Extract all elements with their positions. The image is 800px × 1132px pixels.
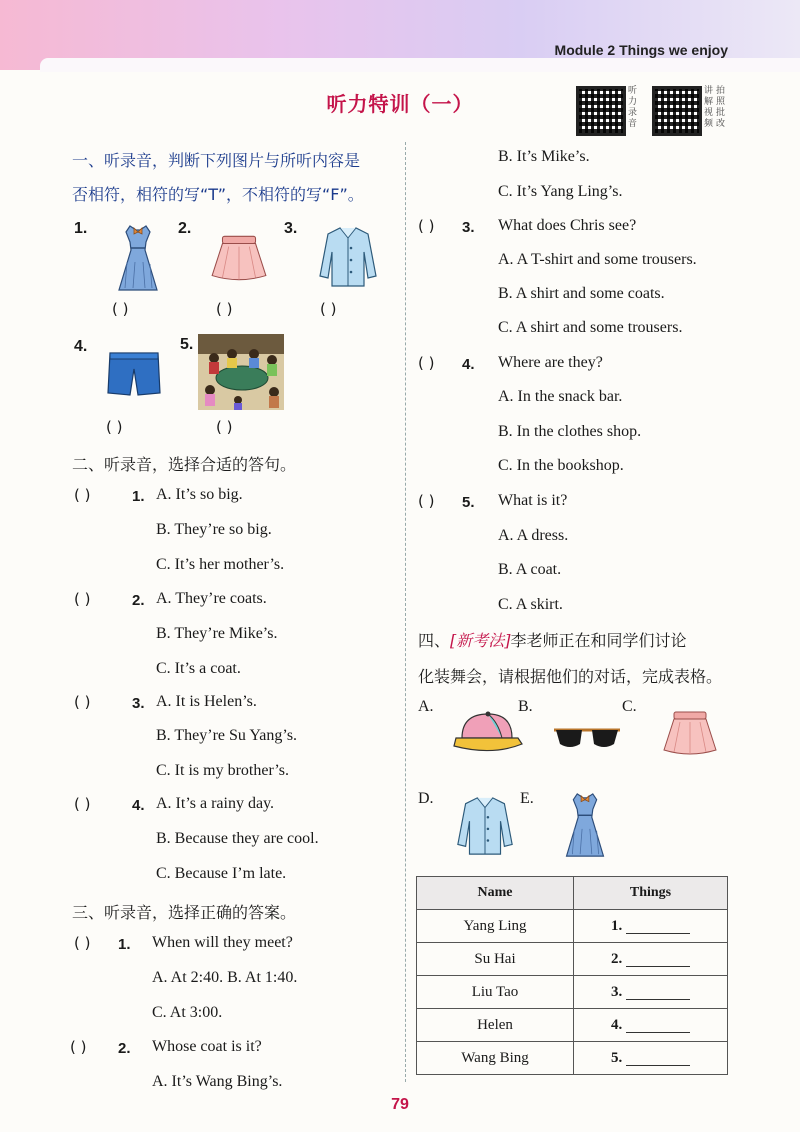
option-c: C. A shirt and some trousers. — [498, 319, 683, 336]
page-title: 听力特训（一） — [326, 92, 474, 116]
name-cell: Liu Tao — [417, 976, 574, 1009]
name-cell: Helen — [417, 1009, 574, 1042]
question-text: What does Chris see? — [498, 217, 637, 234]
option-a: A. It’s so big. — [156, 486, 243, 503]
answer-blank[interactable]: ( ) — [74, 693, 91, 711]
table-row — [417, 1009, 728, 1042]
dress-icon — [560, 790, 610, 860]
option-a: A. They’re coats. — [156, 590, 267, 607]
picture-number: 4. — [74, 338, 88, 355]
answer-line[interactable] — [626, 1051, 690, 1066]
section1-heading-line1: 一、听录音，判断下列图片与所听内容是 — [72, 151, 361, 170]
option-b: B. Because they are cool. — [156, 830, 319, 847]
question-number: 2. — [132, 592, 145, 609]
question-number: 1. — [118, 936, 131, 953]
option-c: C. It’s Yang Ling’s. — [498, 183, 623, 200]
option-b: B. It’s Mike’s. — [498, 148, 590, 165]
col-header-name: Name — [417, 877, 574, 910]
answer-blank[interactable]: ( ) — [106, 418, 123, 436]
answer-blank[interactable]: ( ) — [216, 418, 233, 436]
question-text: When will they meet? — [152, 934, 293, 951]
question-number: 1. — [132, 488, 145, 505]
header-fold — [40, 58, 800, 72]
question-number: 5. — [462, 494, 475, 511]
section4-heading-line1: 四、[新考法]李老师正在和同学们讨论 — [418, 631, 687, 650]
qr-code-video-icon[interactable] — [652, 86, 702, 136]
shirt-icon — [452, 794, 518, 858]
name-cell: Yang Ling — [417, 910, 574, 943]
option-ab: A. At 2:40. B. At 1:40. — [152, 969, 298, 986]
answer-blank[interactable]: ( ) — [216, 300, 233, 318]
table-row — [417, 910, 728, 943]
question-number: 4. — [462, 356, 475, 373]
shirt-icon — [314, 224, 382, 290]
option-b: B. They’re Su Yang’s. — [156, 727, 298, 744]
name-cell: Su Hai — [417, 943, 574, 976]
things-cell[interactable] — [574, 943, 728, 976]
option-letter: B. — [518, 698, 533, 715]
row-number: 4. — [611, 1016, 623, 1033]
section4-heading-line2: 化装舞会，请根据他们的对话，完成表格。 — [418, 667, 723, 686]
option-b: B. A shirt and some coats. — [498, 285, 665, 302]
question-text: Where are they? — [498, 354, 603, 371]
things-cell[interactable] — [574, 910, 728, 943]
question-number: 3. — [132, 695, 145, 712]
row-number: 5. — [611, 1049, 623, 1066]
table-row — [417, 943, 728, 976]
question-text: What is it? — [498, 492, 568, 509]
qr-code-audio-icon[interactable] — [576, 86, 626, 136]
answer-blank[interactable]: ( ) — [74, 795, 91, 813]
table-header-row — [417, 877, 728, 910]
option-a: A. In the snack bar. — [498, 388, 623, 405]
picture-number: 3. — [284, 220, 298, 237]
col-header-things: Things — [574, 877, 728, 910]
section3-heading: 三、听录音，选择正确的答案。 — [72, 903, 297, 922]
answer-line[interactable] — [626, 919, 690, 934]
answer-blank[interactable]: ( ) — [418, 492, 435, 510]
option-a: A. A T-shirt and some trousers. — [498, 251, 697, 268]
answer-blank[interactable]: ( ) — [418, 354, 435, 372]
option-c: C. It’s a coat. — [156, 660, 241, 677]
option-letter: C. — [622, 698, 637, 715]
picture-number: 2. — [178, 220, 192, 237]
picture-number: 1. — [74, 220, 88, 237]
option-a: A. It’s a rainy day. — [156, 795, 275, 812]
table-row — [417, 1042, 728, 1075]
things-cell[interactable] — [574, 1009, 728, 1042]
module-title: Module 2 Things we enjoy — [554, 42, 728, 58]
option-b: B. They’re Mike’s. — [156, 625, 278, 642]
option-a: A. It’s Wang Bing’s. — [152, 1073, 283, 1090]
answer-blank[interactable]: ( ) — [112, 300, 129, 318]
question-number: 2. — [118, 1040, 131, 1057]
section1-heading-line2: 否相符，相符的写“T”，不相符的写“F”。 — [72, 185, 364, 204]
picture-number: 5. — [180, 336, 194, 353]
things-cell[interactable] — [574, 1042, 728, 1075]
section2-heading: 二、听录音，选择合适的答句。 — [72, 455, 297, 474]
answer-blank[interactable]: ( ) — [320, 300, 337, 318]
option-c: C. A skirt. — [498, 596, 563, 613]
qr-video-label: 讲解视频 — [704, 86, 714, 129]
row-number: 1. — [611, 917, 623, 934]
answer-blank[interactable]: ( ) — [74, 486, 91, 504]
table-row — [417, 976, 728, 1009]
dress-icon — [112, 222, 164, 294]
page-number: 79 — [391, 1096, 409, 1113]
option-a: A. A dress. — [498, 527, 569, 544]
cap-icon — [452, 708, 524, 758]
column-divider — [405, 142, 406, 1082]
row-number: 3. — [611, 983, 623, 1000]
option-letter: D. — [418, 790, 434, 807]
option-c: C. It is my brother’s. — [156, 762, 290, 779]
qr-correction-label: 拍照批改 — [716, 86, 726, 129]
answer-blank[interactable]: ( ) — [74, 590, 91, 608]
skirt-icon — [660, 708, 720, 758]
answer-blank[interactable]: ( ) — [418, 217, 435, 235]
option-c: C. In the bookshop. — [498, 457, 624, 474]
option-b: B. A coat. — [498, 561, 562, 578]
question-text: Whose coat is it? — [152, 1038, 262, 1055]
answer-blank[interactable]: ( ) — [74, 934, 91, 952]
qr-audio-label: 听力录音 — [628, 86, 638, 129]
option-c: C. Because I’m late. — [156, 865, 287, 882]
things-cell[interactable] — [574, 976, 728, 1009]
option-c: C. It’s her mother’s. — [156, 556, 285, 573]
question-number: 4. — [132, 797, 145, 814]
things-table — [416, 876, 728, 1075]
option-b: B. They’re so big. — [156, 521, 272, 538]
option-a: A. It is Helen’s. — [156, 693, 257, 710]
answer-line[interactable] — [626, 1018, 690, 1033]
new-exam-tag: [新考法] — [450, 631, 511, 650]
answer-line[interactable] — [626, 952, 690, 967]
option-letter: A. — [418, 698, 434, 715]
answer-line[interactable] — [626, 985, 690, 1000]
shorts-icon — [106, 348, 162, 400]
dinner-party-icon — [198, 334, 284, 410]
option-b: B. In the clothes shop. — [498, 423, 642, 440]
option-letter: E. — [520, 790, 534, 807]
question-number: 3. — [462, 219, 475, 236]
answer-blank[interactable]: ( ) — [70, 1038, 87, 1056]
sunglasses-icon — [552, 722, 622, 752]
option-c: C. At 3:00. — [152, 1004, 223, 1021]
row-number: 2. — [611, 950, 623, 967]
skirt-icon — [208, 232, 270, 284]
name-cell: Wang Bing — [417, 1042, 574, 1075]
